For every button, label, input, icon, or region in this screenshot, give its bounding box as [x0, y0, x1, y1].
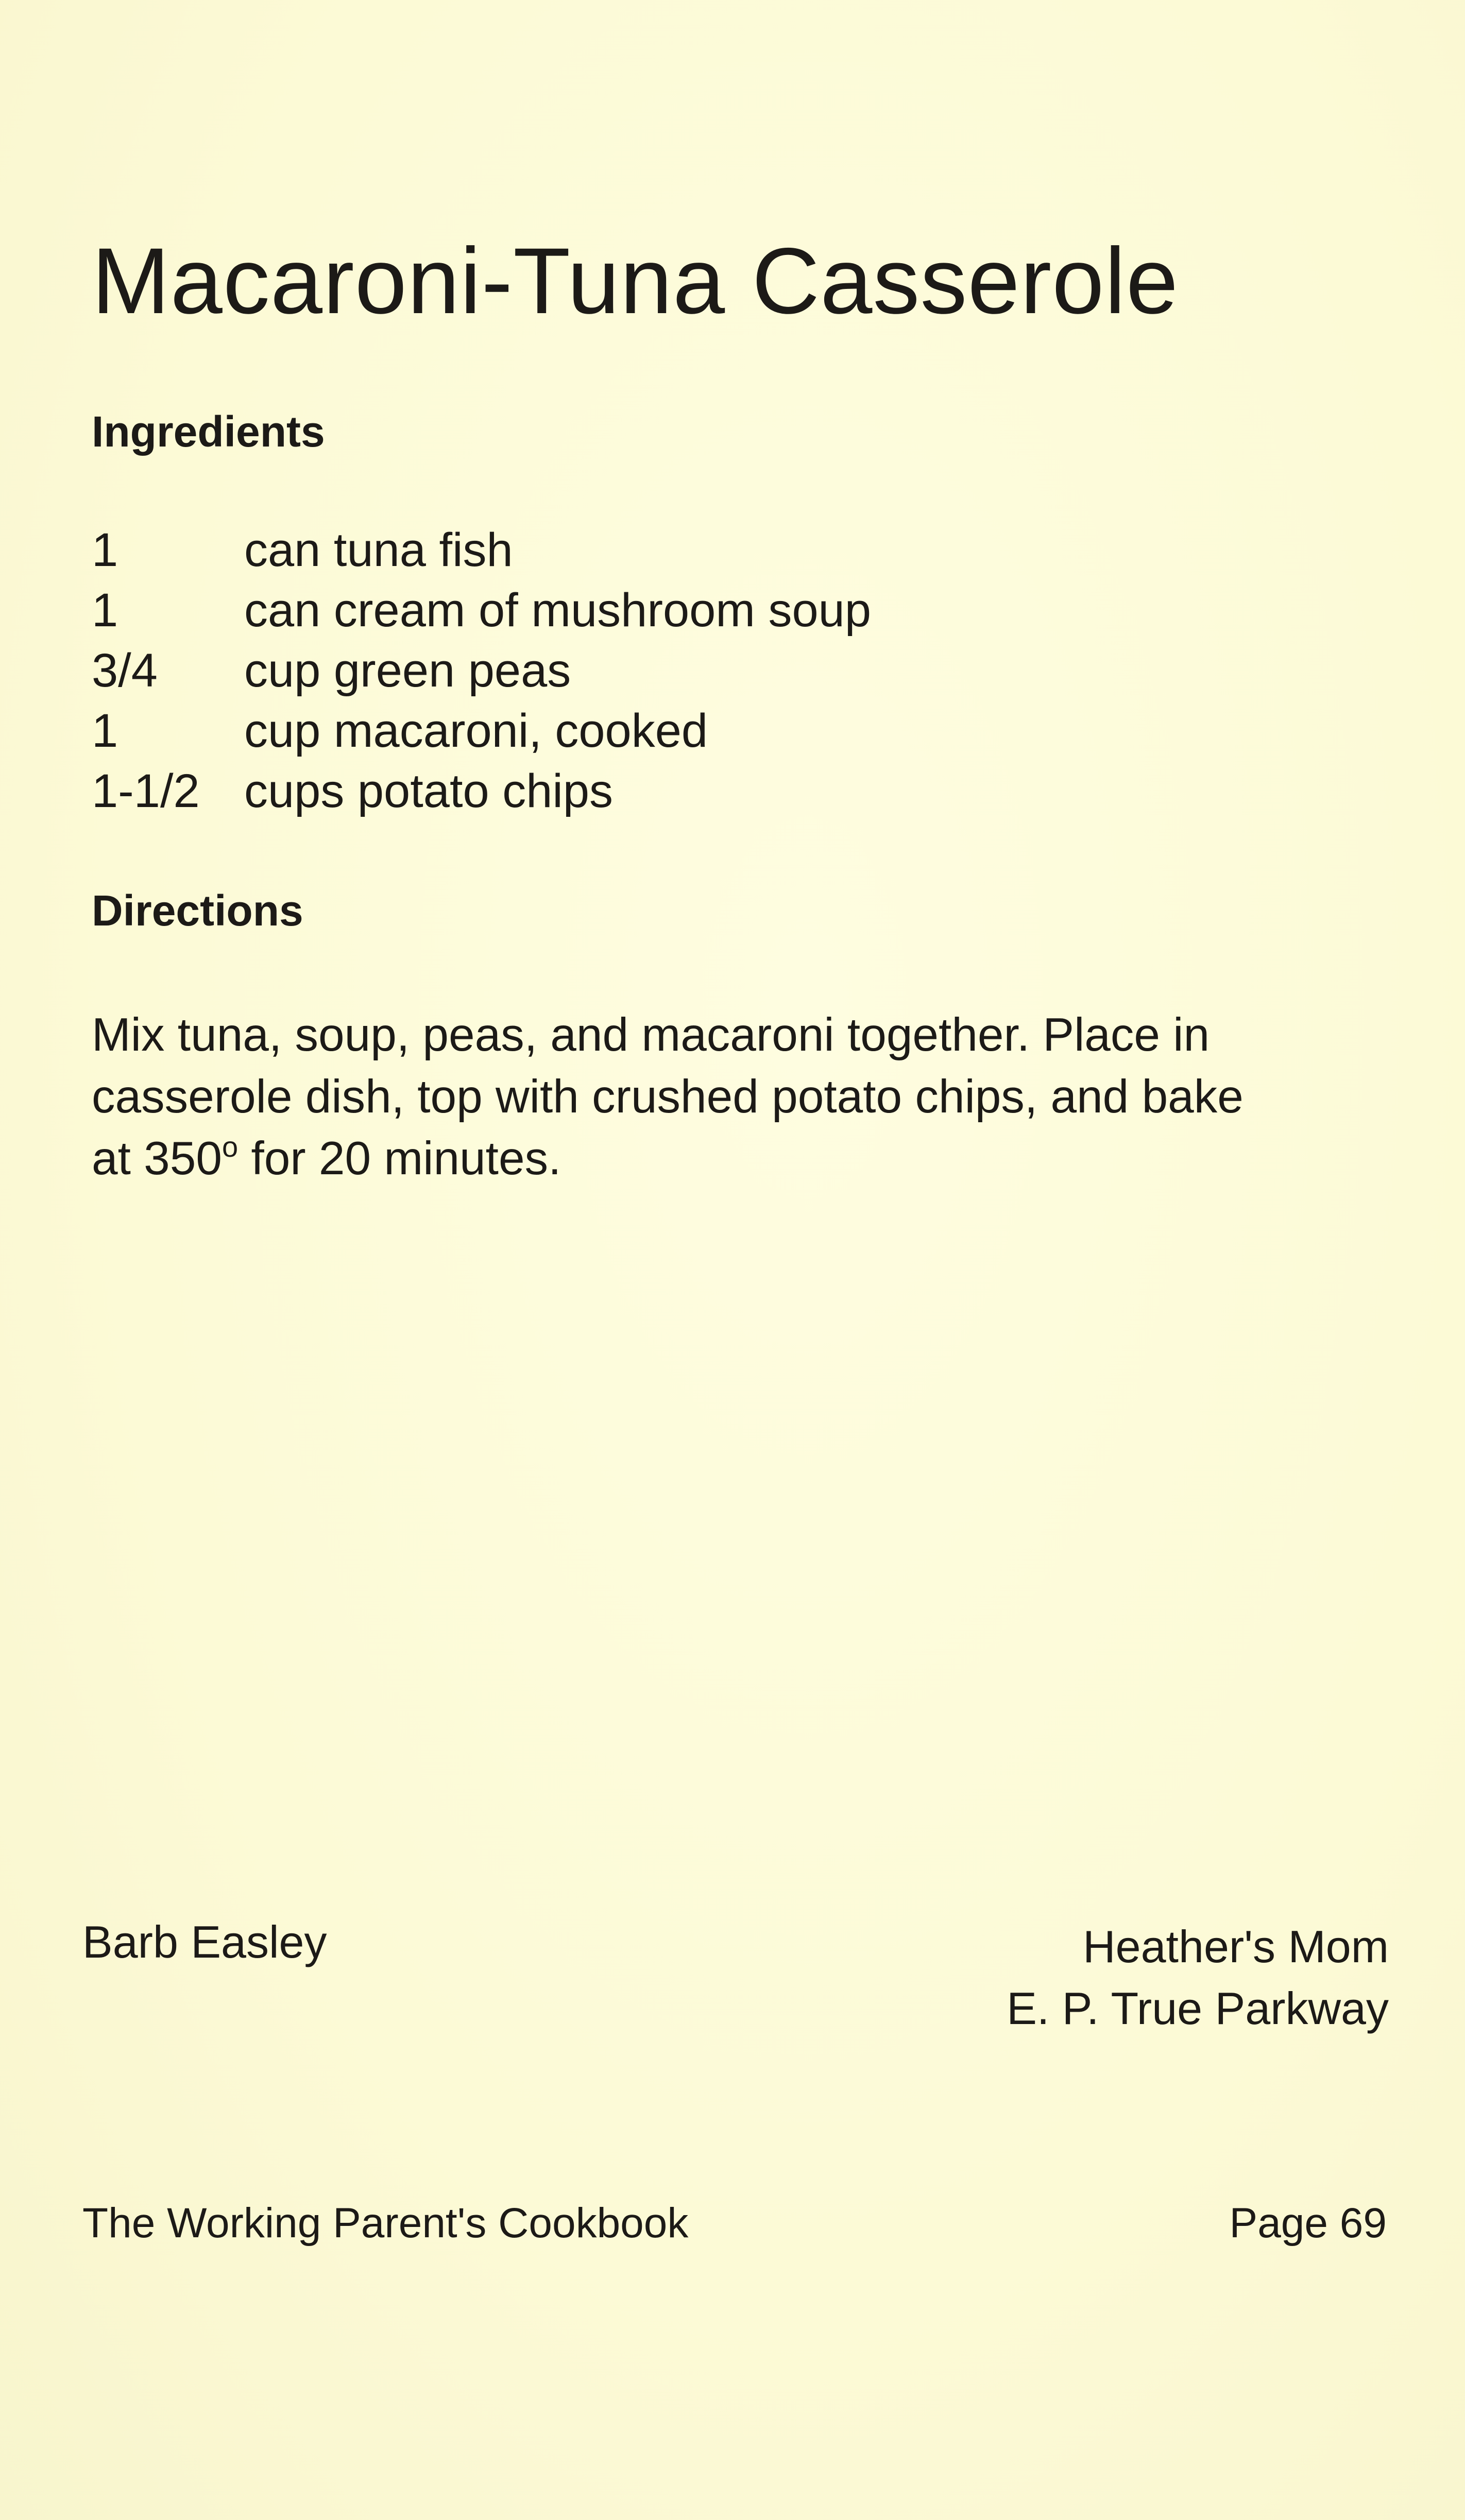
ingredient-quantity: 1	[92, 705, 118, 757]
ingredient-row	[92, 761, 871, 821]
ingredient-quantity: 1-1/2	[92, 765, 200, 817]
ingredient-item: can cream of mushroom soup	[244, 584, 871, 637]
ingredient-row	[92, 580, 871, 641]
degree-symbol: o	[222, 1130, 239, 1163]
ingredient-item: can tuna fish	[244, 524, 513, 576]
contributor-relation: Heather's Mom	[1083, 1921, 1389, 1972]
footer-page-number: Page 69	[1229, 2200, 1387, 2247]
directions-line	[92, 1128, 1400, 1190]
ingredient-quantity: 3/4	[92, 644, 158, 697]
contributor-school: E. P. True Parkway	[1007, 1983, 1389, 2034]
ingredient-row	[92, 641, 871, 701]
ingredient-quantity: 1	[92, 524, 118, 576]
recipe-title: Macaroni-Tuna Casserole	[92, 228, 1179, 333]
contributor-attribution	[1007, 1916, 1389, 2039]
contributor-name: Barb Easley	[82, 1916, 327, 1967]
directions-time: for 20 minutes.	[238, 1133, 561, 1185]
ingredient-item: cups potato chips	[244, 765, 614, 817]
ingredient-row	[92, 520, 871, 580]
ingredient-item: cup green peas	[244, 644, 571, 697]
directions-text	[92, 1004, 1400, 1190]
ingredient-item: cup macaroni, cooked	[244, 705, 708, 757]
directions-line: Mix tuna, soup, peas, and macaroni together. Place in	[92, 1009, 1210, 1061]
ingredient-row	[92, 701, 871, 761]
directions-line: casserole dish, top with crushed potato chips, and bake	[92, 1071, 1243, 1123]
footer-book-title: The Working Parent's Cookbook	[82, 2200, 689, 2247]
directions-temp: at 350	[92, 1133, 223, 1185]
ingredients-heading: Ingredients	[92, 407, 325, 456]
ingredients-list	[92, 520, 871, 821]
directions-heading: Directions	[92, 886, 303, 935]
ingredient-quantity: 1	[92, 584, 118, 637]
